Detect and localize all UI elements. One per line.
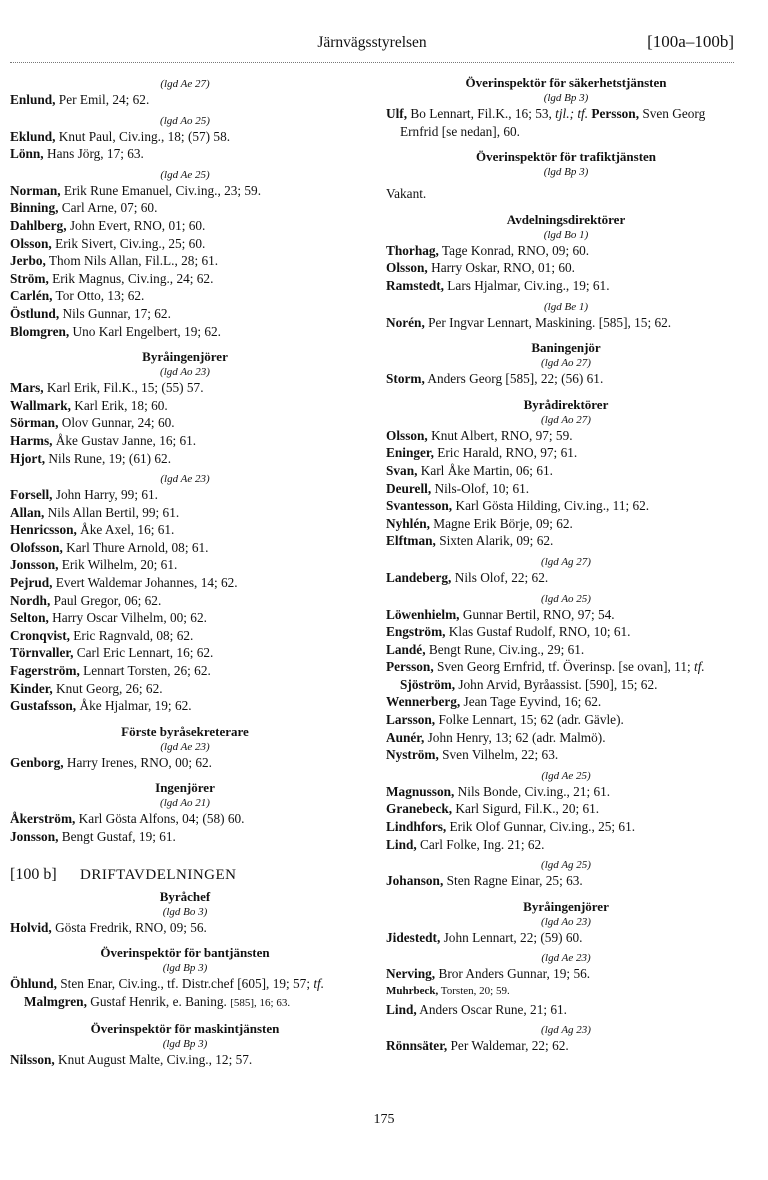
staff-entry <box>386 658 746 693</box>
staff-surname: Olsson, <box>386 260 428 276</box>
staff-entry <box>10 592 360 610</box>
staff-details: Karl Erik, Fil.K., 15; (55) 57. <box>43 380 204 396</box>
staff-details: Tage Konrad, RNO, 09; 60. <box>438 242 590 258</box>
staff-surname: Carlén, <box>10 288 53 304</box>
grade-label: (lgd Bo 3) <box>162 905 208 918</box>
staff-surname: Löwenhielm, <box>386 606 460 622</box>
staff-surname: Forsell, <box>10 487 53 503</box>
staff-surname: Granebeck, <box>386 801 453 817</box>
staff-details: Erik Rune Emanuel, Civ.ing., 23; 59. <box>60 182 262 198</box>
staff-entry <box>386 983 746 1001</box>
staff-surname: Malmgren, <box>24 993 87 1009</box>
staff-entry <box>386 606 746 624</box>
staff-surname: Ramstedt, <box>386 277 444 293</box>
staff-details: Erik Sivert, Civ.ing., 25; 60. <box>51 235 206 251</box>
staff-surname: Östlund, <box>10 305 60 321</box>
staff-details: Karl Gösta Alfons, 04; (58) 60. <box>75 811 245 827</box>
staff-entry <box>10 305 360 323</box>
staff-details: Olov Gunnar, 24; 60. <box>58 415 175 431</box>
staff-details: Nils Gunnar, 17; 62. <box>59 305 171 321</box>
staff-details: Sten Ragne Einar, 25; 63. <box>443 873 583 889</box>
staff-details: Erik Wilhelm, 20; 61. <box>58 557 178 573</box>
staff-entry <box>386 872 746 890</box>
staff-surname: Wennerberg, <box>386 694 461 710</box>
staff-details: John Arvid, Byråassist. [590], 15; 62. <box>455 676 658 692</box>
staff-surname: Elftman, <box>386 533 436 549</box>
grade-label: (lgd Ao 21) <box>160 797 210 810</box>
staff-details: Per Waldemar, 22; 62. <box>447 1038 569 1054</box>
staff-details: John Evert, RNO, 01; 60. <box>66 217 206 233</box>
staff-surname: Storm, <box>386 371 425 387</box>
staff-details: Evert Waldemar Johannes, 14; 62. <box>52 575 238 591</box>
staff-entry <box>10 754 360 772</box>
staff-entry <box>10 235 360 253</box>
staff-entry <box>10 627 360 645</box>
staff-entry <box>386 711 746 729</box>
staff-entry <box>386 515 746 533</box>
staff-details: Erik Magnus, Civ.ing., 24; 62. <box>48 270 214 286</box>
staff-entry <box>10 919 360 937</box>
staff-surname: Landeberg, <box>386 569 452 585</box>
staff-details: Carl Eric Lennart, 16; 62. <box>73 645 214 661</box>
staff-surname: Engström, <box>386 624 446 640</box>
section-heading: Byråingenjörer <box>142 349 228 365</box>
staff-details: Bengt Gustaf, 19; 61. <box>58 829 176 844</box>
staff-entry <box>386 427 746 445</box>
staff-entry <box>386 277 746 295</box>
staff-details: Karl Gösta Hilding, Civ.ing., 11; 62. <box>452 498 650 514</box>
staff-surname: Lind, <box>386 836 417 852</box>
staff-entry <box>10 323 360 341</box>
staff-entry <box>10 680 360 698</box>
staff-entry <box>386 929 746 947</box>
staff-surname: Mars, <box>10 380 44 396</box>
staff-surname: Ström, <box>10 270 49 286</box>
grade-label: (lgd Bp 3) <box>543 166 589 179</box>
staff-details: Knut Paul, Civ.ing., 18; (57) 58. <box>55 128 231 144</box>
staff-details: Nils-Olof, 10; 61. <box>431 480 530 496</box>
staff-details: Nils Bonde, Civ.ing., 21; 61. <box>454 783 611 799</box>
staff-details: Gösta Fredrik, RNO, 09; 56. <box>51 919 207 935</box>
staff-details: Tor Otto, 13; 62. <box>52 288 145 304</box>
grade-label: (lgd Ao 23) <box>160 366 210 379</box>
staff-entry <box>10 450 360 468</box>
staff-details: Lennart Torsten, 26; 62. <box>79 663 211 679</box>
staff-details: Sven Georg Ernfrid [se nedan], 60. <box>400 106 706 139</box>
staff-surname: Landé, <box>386 641 426 657</box>
grade-label: (lgd Ag 23) <box>541 1024 591 1037</box>
section-heading: Överinspektör för maskintjänsten <box>90 1021 280 1037</box>
staff-surname: Aunér, <box>386 729 425 745</box>
staff-surname: Nyström, <box>386 747 439 763</box>
staff-details: Magne Erik Börje, 09; 62. <box>429 515 573 531</box>
staff-entry <box>10 287 360 305</box>
staff-details: Folke Lennart, 15; 62 (adr. Gävle). <box>435 712 624 728</box>
staff-surname: Norén, <box>386 314 425 330</box>
staff-details: Sven Georg Ernfrid, tf. Överinsp. [se ovan], 11; <box>433 659 694 675</box>
staff-entry <box>386 836 746 854</box>
staff-entry <box>386 1001 746 1019</box>
staff-surname: Olsson, <box>10 235 52 251</box>
staff-surname: Deurell, <box>386 480 432 496</box>
staff-surname: Muhrbeck, <box>386 985 439 997</box>
section-heading: Avdelningsdirektörer <box>506 211 626 227</box>
acting-marker: tjl.; tf. <box>555 106 592 121</box>
staff-entry <box>386 462 746 480</box>
staff-surname: Enlund, <box>10 92 56 107</box>
staff-details: Sten Enar, Civ.ing., tf. Distr.chef [605], 19; 57; <box>56 976 314 992</box>
staff-entry <box>10 414 360 432</box>
staff-surname: Svantesson, <box>386 498 453 514</box>
staff-surname: Thorhag, <box>386 242 439 258</box>
staff-entry <box>386 729 746 747</box>
staff-surname: Persson, <box>386 659 434 675</box>
staff-entry <box>10 397 360 415</box>
staff-entry <box>10 217 360 235</box>
staff-surname: Eninger, <box>386 445 434 461</box>
staff-details: Harry Oskar, RNO, 01; 60. <box>427 260 575 276</box>
grade-label: (lgd Ao 25) <box>160 114 210 127</box>
staff-entry <box>10 662 360 680</box>
staff-details: Karl Erik, 18; 60. <box>70 397 168 413</box>
staff-entry <box>10 521 360 539</box>
staff-entry <box>10 828 360 846</box>
staff-details: Lars Hjalmar, Civ.ing., 19; 61. <box>443 277 610 293</box>
staff-surname: Nilsson, <box>10 1052 55 1068</box>
vacant-note: Vakant. <box>386 186 427 202</box>
staff-surname: Genborg, <box>10 754 64 770</box>
right-column <box>386 72 746 1055</box>
staff-entry <box>386 746 746 764</box>
staff-entry <box>10 810 360 828</box>
staff-entry <box>10 128 360 146</box>
staff-surname: Norman, <box>10 182 61 198</box>
staff-details: Harry Irenes, RNO, 00; 62. <box>63 754 213 770</box>
staff-surname: Fagerström, <box>10 663 80 679</box>
staff-details: Knut August Malte, Civ.ing., 12; 57. <box>54 1052 253 1068</box>
staff-surname: Sjöström, <box>400 676 456 692</box>
staff-details: Nils Rune, 19; (61) 62. <box>45 450 172 466</box>
section-heading: Överinspektör för bantjänsten <box>100 945 270 961</box>
staff-surname: Selton, <box>10 610 49 626</box>
staff-entry <box>10 975 360 1012</box>
staff-entry <box>386 497 746 515</box>
grade-label: (lgd Ao 27) <box>541 357 591 370</box>
staff-details: Torsten, 20; 59. <box>438 985 510 997</box>
section-heading: Byråchef <box>159 888 211 904</box>
staff-details: Anders Oscar Rune, 21; 61. <box>416 1001 567 1017</box>
staff-details: Eric Ragnvald, 08; 62. <box>69 627 194 643</box>
staff-details: Nils Olof, 22; 62. <box>451 569 549 585</box>
staff-details: Åke Gustav Janne, 16; 61. <box>52 432 197 448</box>
staff-surname: Törnvaller, <box>10 645 74 661</box>
staff-entry <box>10 199 360 217</box>
staff-entry <box>10 145 360 163</box>
section-heading: Byråingenjörer <box>523 898 609 914</box>
staff-surname: Henricsson, <box>10 522 77 538</box>
staff-details: Hans Jörg, 17; 63. <box>43 146 144 162</box>
staff-details: Åke Hjalmar, 19; 62. <box>76 698 192 714</box>
staff-surname: Olofsson, <box>10 539 63 555</box>
grade-label: (lgd Bp 3) <box>162 962 208 975</box>
acting-marker: tf. <box>694 659 705 675</box>
grade-label: (lgd Ae 23) <box>160 740 210 753</box>
staff-details: Carl Arne, 07; 60. <box>58 200 158 216</box>
staff-surname: Holvid, <box>10 919 52 935</box>
staff-surname: Sörman, <box>10 415 59 431</box>
staff-surname: Olsson, <box>386 427 428 443</box>
staff-surname: Lönn, <box>10 146 44 162</box>
staff-surname: Lind, <box>386 1001 417 1017</box>
staff-details: Knut Georg, 26; 62. <box>52 680 163 696</box>
staff-details: Gustaf Henrik, e. Baning. <box>86 993 231 1009</box>
staff-entry <box>386 623 746 641</box>
staff-entry <box>386 259 746 277</box>
staff-surname: Hjort, <box>10 450 46 466</box>
staff-details: Anders Georg [585], 22; (56) 61. <box>424 371 604 387</box>
staff-details: John Lennart, 22; (59) 60. <box>440 929 583 945</box>
staff-entry <box>386 818 746 836</box>
staff-surname: Dahlberg, <box>10 217 67 233</box>
staff-entry <box>10 697 360 715</box>
staff-details: Per Emil, 24; 62. <box>55 92 150 107</box>
staff-details: Bo Lennart, Fil.K., 16; 53, <box>407 106 556 121</box>
staff-entry <box>386 105 746 140</box>
staff-surname: Nerving, <box>386 966 436 982</box>
staff-entry <box>386 1037 746 1055</box>
page-range: [100a–100b] <box>647 32 734 51</box>
grade-label: (lgd Ag 25) <box>541 859 591 872</box>
staff-entry <box>10 379 360 397</box>
staff-surname: Binning, <box>10 200 59 216</box>
staff-entry <box>10 252 360 270</box>
acting-marker: tf. <box>313 976 325 992</box>
section-heading: Baningenjör <box>531 340 601 356</box>
staff-entry <box>386 242 746 260</box>
staff-entry <box>386 641 746 659</box>
page-header <box>10 32 734 58</box>
staff-details: Sixten Alarik, 09; 62. <box>435 533 554 549</box>
staff-surname: Pejrud, <box>10 575 53 591</box>
staff-details: Knut Albert, RNO, 97; 59. <box>427 427 573 443</box>
staff-surname: Lindhfors, <box>386 819 447 835</box>
grade-label: (lgd Ae 23) <box>160 473 210 486</box>
grade-label: (lgd Ao 25) <box>541 592 591 605</box>
staff-details: Bengt Rune, Civ.ing., 29; 61. <box>425 641 585 657</box>
staff-entry <box>386 532 746 550</box>
grade-label: (lgd Ao 27) <box>541 413 591 426</box>
header-divider <box>10 62 734 63</box>
department-name: DRIFTAVDELNINGEN <box>80 866 237 883</box>
staff-details: John Harry, 99; 61. <box>52 487 158 503</box>
staff-surname: Blomgren, <box>10 323 70 339</box>
staff-surname: Wallmark, <box>10 397 71 413</box>
staff-details: [585], 16; 63. <box>230 996 291 1009</box>
staff-surname: Jonsson, <box>10 829 59 844</box>
staff-details: Paul Gregor, 06; 62. <box>50 592 162 608</box>
staff-entry <box>386 314 746 332</box>
grade-label: (lgd Bp 3) <box>543 92 589 104</box>
left-column <box>10 72 360 1069</box>
department-number: [100 b] <box>10 865 57 883</box>
staff-details: Bror Anders Gunnar, 19; 56. <box>435 966 591 982</box>
staff-details: Thom Nils Allan, Fil.L., 28; 61. <box>45 253 219 269</box>
staff-details: Eric Harald, RNO, 97; 61. <box>433 445 578 461</box>
staff-details: Klas Gustaf Rudolf, RNO, 10; 61. <box>445 624 631 640</box>
section-heading: Förste byråsekreterare <box>121 723 249 739</box>
staff-surname: Magnusson, <box>386 783 455 799</box>
staff-surname: Rönnsäter, <box>386 1038 448 1054</box>
staff-details: Uno Karl Engelbert, 19; 62. <box>69 323 222 339</box>
staff-surname: Allan, <box>10 504 45 520</box>
running-title: Järnvägsstyrelsen <box>317 34 427 51</box>
staff-details: Karl Åke Martin, 06; 61. <box>417 462 553 478</box>
staff-entry <box>10 574 360 592</box>
staff-surname: Svan, <box>386 462 418 478</box>
section-heading: Överinspektör för trafiktjänsten <box>475 149 657 165</box>
staff-entry <box>10 644 360 662</box>
staff-details: Karl Sigurd, Fil.K., 20; 61. <box>452 801 600 817</box>
grade-label: (lgd Ae 25) <box>541 769 591 782</box>
staff-entry <box>10 432 360 450</box>
staff-entry <box>10 556 360 574</box>
section-heading: Överinspektör för säkerhetstjänsten <box>465 75 667 90</box>
grade-label: (lgd Ae 25) <box>160 168 210 181</box>
staff-details: Carl Folke, Ing. 21; 62. <box>416 836 545 852</box>
staff-details: Gunnar Bertil, RNO, 97; 54. <box>459 606 615 622</box>
staff-surname: Persson, <box>591 106 640 121</box>
staff-details: Sven Vilhelm, 22; 63. <box>438 747 559 763</box>
staff-surname: Harms, <box>10 432 53 448</box>
staff-entry <box>386 693 746 711</box>
staff-surname: Eklund, <box>10 128 56 144</box>
staff-entry <box>386 783 746 801</box>
staff-entry <box>386 569 746 587</box>
staff-entry <box>10 539 360 557</box>
staff-entry <box>10 1051 360 1069</box>
grade-label: (lgd Bp 3) <box>162 1038 208 1051</box>
staff-surname: Jonsson, <box>10 557 59 573</box>
department-heading <box>10 864 360 886</box>
grade-label: (lgd Ae 27) <box>160 78 210 90</box>
staff-entry <box>10 609 360 627</box>
staff-surname: Ulf, <box>386 106 408 121</box>
staff-details: Per Ingvar Lennart, Maskining. [585], 15; 62. <box>424 314 672 330</box>
staff-surname: Cronqvist, <box>10 627 70 643</box>
grade-label: (lgd Ae 23) <box>541 952 591 965</box>
staff-surname: Nyhlén, <box>386 515 430 531</box>
grade-label: (lgd Bo 1) <box>543 228 589 241</box>
staff-surname: Öhlund, <box>10 976 57 992</box>
staff-surname: Kinder, <box>10 680 53 696</box>
grade-label: (lgd Ag 27) <box>541 555 591 568</box>
staff-entry <box>10 91 360 109</box>
staff-details: Åke Axel, 16; 61. <box>76 522 175 538</box>
staff-entry <box>10 504 360 522</box>
staff-entry <box>10 182 360 200</box>
staff-surname: Larsson, <box>386 712 436 728</box>
staff-surname: Nordh, <box>10 592 51 608</box>
section-heading: Byrådirektörer <box>523 396 609 412</box>
staff-surname: Jerbo, <box>10 253 46 269</box>
section-heading: Ingenjörer <box>155 780 215 796</box>
staff-details: Karl Thure Arnold, 08; 61. <box>62 539 209 555</box>
staff-details: Nils Allan Bertil, 99; 61. <box>44 504 180 520</box>
staff-entry <box>10 486 360 504</box>
staff-surname: Åkerström, <box>10 811 76 827</box>
staff-entry <box>386 370 746 388</box>
staff-details: Harry Oscar Vilhelm, 00; 62. <box>48 610 207 626</box>
grade-label: (lgd Ao 23) <box>541 915 591 928</box>
grade-label: (lgd Be 1) <box>544 300 588 313</box>
staff-entry <box>386 800 746 818</box>
staff-entry <box>386 444 746 462</box>
staff-details: Erik Olof Gunnar, Civ.ing., 25; 61. <box>446 819 636 835</box>
staff-entry <box>10 270 360 288</box>
staff-surname: Gustafsson, <box>10 698 77 714</box>
staff-entry <box>386 965 746 983</box>
staff-entry <box>386 480 746 498</box>
staff-surname: Johanson, <box>386 873 444 889</box>
staff-surname: Jidestedt, <box>386 929 441 945</box>
staff-details: Jean Tage Eyvind, 16; 62. <box>460 694 602 710</box>
page-number: 175 <box>373 1112 395 1127</box>
staff-details: John Henry, 13; 62 (adr. Malmö). <box>424 729 606 745</box>
